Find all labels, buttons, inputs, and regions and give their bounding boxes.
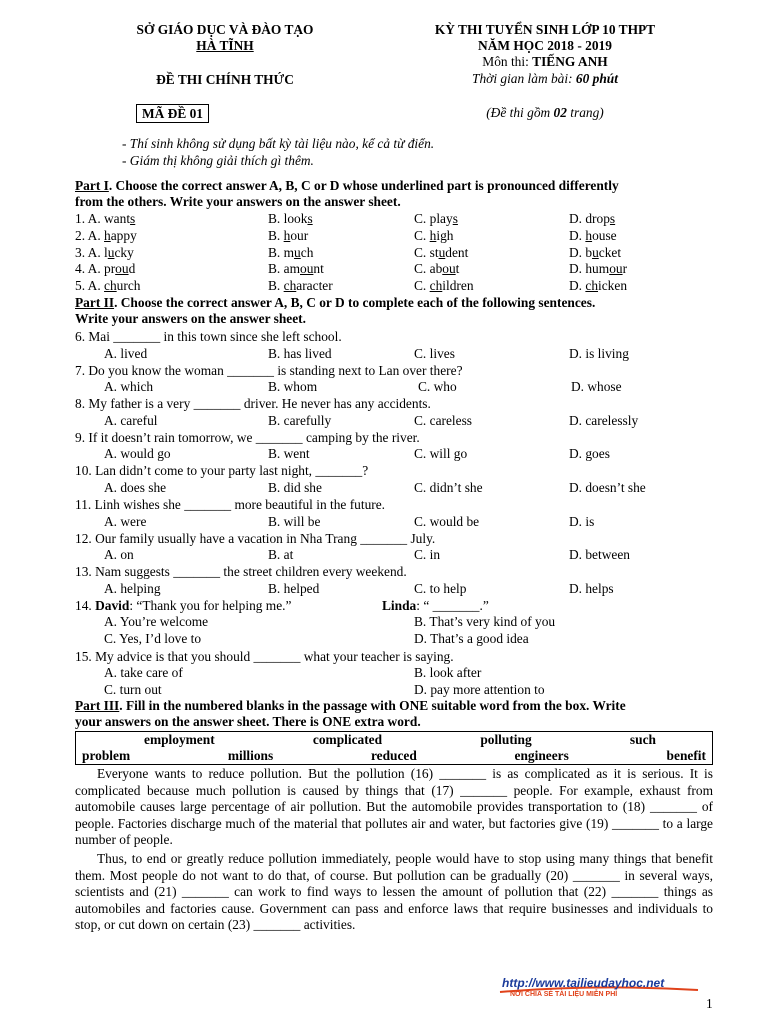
- option-text: dent: [445, 244, 469, 260]
- option-a: A. helping: [104, 580, 161, 596]
- part1-option: [268, 211, 313, 227]
- option-b: B. went: [268, 446, 310, 462]
- underlined-sound: ch: [429, 278, 443, 294]
- option-text: B. look: [268, 211, 308, 226]
- part1-option: [268, 245, 313, 261]
- option-c: C. to help: [414, 580, 467, 596]
- part1-text: . Choose the correct answer A, B, C or D whose underlined part is pronounced differently: [108, 178, 619, 193]
- option-text: cket: [598, 244, 622, 260]
- option-text: appy: [110, 227, 137, 243]
- option-a: A. careful: [104, 412, 158, 428]
- underlined-sound: s: [452, 211, 458, 226]
- part3-instruction: [75, 698, 626, 714]
- option-b: B. did she: [268, 480, 322, 495]
- option-text: C.: [414, 227, 430, 243]
- question-stem: 10. Lan didn’t come to your party last night, _______?: [75, 463, 369, 479]
- underlined-sound: ou: [300, 261, 314, 277]
- option-a: A. lived: [104, 345, 148, 361]
- option-a: A. were: [104, 513, 147, 529]
- question-stem: 8. My father is a very _______ driver. He never has any accidents.: [75, 396, 431, 412]
- part1-option: [414, 245, 468, 261]
- page-number: 1: [706, 996, 713, 1011]
- underlined-sound: u: [107, 244, 115, 260]
- province-name: HÀ TĨNH: [196, 38, 254, 53]
- option-text: ch: [300, 244, 314, 260]
- word-box-item: benefit: [666, 748, 706, 763]
- option-text: C. st: [414, 244, 439, 260]
- option-text: C. ab: [414, 261, 443, 277]
- word-box-item: reduced: [370, 748, 417, 763]
- part1-option: [569, 228, 617, 244]
- part1-option: [268, 228, 308, 244]
- underlined-sound: h: [585, 227, 593, 243]
- option-a: A. does she: [104, 480, 167, 495]
- option-b: B. has lived: [268, 345, 332, 361]
- school-year: NĂM HỌC 2018 - 2019: [478, 38, 612, 53]
- part2-label: Part II: [75, 295, 115, 310]
- subject-value: TIẾNG ANH: [532, 54, 608, 69]
- part1-question-option-a: [75, 261, 135, 277]
- option-text: D.: [569, 227, 586, 243]
- word-box-item: problem: [82, 748, 131, 763]
- part2-text: . Choose the correct answer A, B, C or D to complete each of the following sentences.: [114, 295, 596, 310]
- option-d: D. whose: [571, 379, 622, 395]
- option-d: D. doesn’t she: [569, 480, 646, 495]
- department-name: SỞ GIÁO DỤC VÀ ĐÀO TẠO: [136, 22, 314, 37]
- underlined-sound: u: [294, 244, 301, 260]
- question-stem: 7. Do you know the woman _______ is standing next to Lan over there?: [75, 362, 463, 378]
- option-b: B. look after: [414, 665, 482, 680]
- option-c: C. in: [414, 547, 441, 563]
- option-text: 1. A. want: [75, 211, 131, 226]
- option-text: igh: [436, 227, 454, 243]
- option-a: A. You’re welcome: [104, 614, 209, 629]
- option-text: 3. A. l: [75, 244, 108, 260]
- option-c: C. Yes, I’d love to: [104, 631, 202, 646]
- underlined-sound: s: [130, 211, 136, 226]
- speaker-david: David: [95, 598, 130, 613]
- note-line: - Thí sinh không sử dụng bất kỳ tài liệu nào, kể cả từ điển.: [122, 136, 435, 151]
- option-text: 5. A.: [75, 278, 105, 294]
- option-text: D. b: [569, 244, 593, 260]
- underlined-sound: ou: [442, 261, 456, 277]
- word-box-item: such: [629, 732, 656, 747]
- option-text: B. m: [268, 244, 295, 260]
- passage-paragraph: Thus, to end or greatly reduce pollution immediately, people would have to stop using many things that benefit them. Most people do not want to do that, of course. But pollution can be gradually (20) _______ in several ways, scientists and (21) _______ can work to find ways to lessen the amount of pollution that (22) _______ things as automobiles and factories cause. Government can pass and enforce laws that require businesses and individuals to stop, or cut down on certain (23) _______ activities.: [75, 850, 713, 933]
- underlined-sound: s: [307, 211, 313, 226]
- option-a: A. which: [104, 379, 154, 395]
- option-text: C.: [414, 278, 430, 294]
- word-box: [75, 731, 713, 765]
- option-b: B. at: [268, 547, 294, 563]
- question-14-reply: [382, 598, 489, 614]
- option-c: C. will go: [414, 446, 468, 462]
- logo-tagline: NƠI CHIA SẺ TÀI LIỆU MIỄN PHÍ: [510, 991, 618, 998]
- word-box-item: complicated: [312, 732, 383, 747]
- underlined-sound: ou: [609, 261, 623, 277]
- option-b: B. whom: [268, 379, 318, 395]
- speaker-linda: Linda: [382, 598, 417, 613]
- time-line: [405, 71, 685, 87]
- question-stem: 13. Nam suggests _______ the street children every weekend.: [75, 564, 407, 580]
- site-logo[interactable]: [498, 976, 702, 1008]
- part1-option: [268, 261, 324, 277]
- part1-option: [414, 278, 474, 294]
- part2-instruction-2: Write your answers on the answer sheet.: [75, 311, 306, 326]
- part1-option: [569, 261, 627, 277]
- option-text: cky: [114, 244, 134, 260]
- question-stem: 9. If it doesn’t rain tomorrow, we _______ camping by the river.: [75, 429, 420, 445]
- question-14: [75, 598, 291, 614]
- subject-line: [405, 54, 685, 70]
- part1-question-option-a: [75, 278, 140, 294]
- word-box-item: polluting: [480, 732, 532, 747]
- part1-option: [569, 211, 615, 227]
- subject-label: Môn thi:: [482, 54, 533, 69]
- option-text: 2. A.: [75, 227, 105, 243]
- option-text: ouse: [592, 227, 617, 243]
- option-text: r: [622, 261, 628, 277]
- question-stem: 12. Our family usually have a vacation in Nha Trang _______ July.: [75, 530, 436, 546]
- word-box-item: engineers: [514, 748, 569, 763]
- part1-option: [414, 211, 458, 227]
- page-count-pre: (Đề thi gồm: [486, 105, 554, 120]
- option-text: t: [455, 261, 460, 277]
- option-d: D. between: [569, 547, 630, 563]
- underlined-sound: s: [609, 211, 616, 226]
- option-d: D. carelessly: [569, 412, 639, 428]
- option-d: D. helps: [569, 580, 614, 596]
- option-text: d: [128, 261, 136, 277]
- word-box-item: employment: [144, 732, 215, 747]
- option-d: D. pay more attention to: [414, 682, 545, 697]
- part2-instruction: [75, 295, 595, 311]
- option-d: D. is living: [569, 345, 629, 361]
- option-text: D.: [569, 278, 586, 294]
- option-text: 4. A. pr: [75, 261, 116, 277]
- underlined-sound: ch: [283, 278, 297, 294]
- part1-option: [569, 278, 627, 294]
- part1-question-option-a: [75, 211, 135, 227]
- underlined-sound: h: [104, 227, 111, 243]
- option-text: icken: [598, 278, 628, 294]
- option-a: A. take care of: [104, 665, 183, 680]
- page-count-note: [405, 105, 685, 121]
- option-text: B. am: [268, 261, 300, 277]
- part1-option: [268, 278, 333, 294]
- part3-instruction-2: your answers on the answer sheet. There is ONE extra word.: [75, 714, 421, 729]
- option-a: A. on: [104, 547, 134, 563]
- word-box-row: [76, 732, 712, 748]
- passage-paragraph: Everyone wants to reduce pollution. But the pollution (16) _______ is as complicated as it is serious. It is complicated because much pollution is caused by things that (17) _______ people. For example, exhaust from automobile causes large percentage of air pollution. But the automobile provides transportation to (18) _______ of people. Factories discharge much of the material that pollutes air and water, but factories give (19) _______ to a large number of people.: [75, 766, 713, 848]
- option-text: our: [290, 227, 309, 243]
- page-count-post: trang): [566, 105, 604, 120]
- option-text: B.: [268, 227, 284, 243]
- word-box-item: millions: [227, 748, 274, 763]
- underlined-sound: ou: [115, 261, 129, 277]
- option-d: D. is: [569, 513, 595, 529]
- question-stem: 11. Linh wishes she _______ more beautiful in the future.: [75, 497, 386, 512]
- exam-title: KỲ THI TUYỂN SINH LỚP 10 THPT: [434, 22, 656, 37]
- underlined-sound: h: [429, 227, 437, 243]
- option-text: ildren: [442, 278, 474, 294]
- option-text: nt: [313, 261, 324, 277]
- part1-label: Part I: [75, 178, 109, 193]
- question-15: 15. My advice is that you should _______ what your teacher is saying.: [75, 649, 454, 664]
- question-number: 14.: [75, 598, 96, 613]
- part1-instruction: [75, 178, 619, 194]
- question-stem: 6. Mai _______ in this town since she left school.: [75, 329, 342, 344]
- option-text: urch: [116, 278, 141, 294]
- underlined-sound: h: [283, 227, 291, 243]
- underlined-sound: ch: [104, 278, 117, 294]
- option-c: C. didn’t she: [414, 480, 483, 495]
- option-c: C. turn out: [104, 682, 162, 697]
- option-b: B. carefully: [268, 412, 332, 428]
- option-text: D. drop: [569, 211, 610, 226]
- option-text: B.: [268, 278, 284, 294]
- underlined-sound: ch: [585, 278, 599, 294]
- word-box-row: [76, 748, 712, 764]
- option-text: aracter: [296, 278, 333, 294]
- option-text: C. play: [414, 211, 453, 226]
- underlined-sound: u: [592, 244, 599, 260]
- option-c: C. who: [418, 379, 457, 395]
- option-c: C. lives: [414, 345, 455, 361]
- part1-question-option-a: [75, 245, 134, 261]
- reading-passage: [75, 766, 713, 934]
- exam-code-box: MÃ ĐỀ 01: [136, 104, 209, 123]
- part1-option: [569, 245, 621, 261]
- official-exam-label: ĐỀ THI CHÍNH THỨC: [156, 72, 294, 87]
- time-value: 60 phút: [575, 71, 618, 86]
- dialogue-line-1: : “Thank you for helping me.”: [129, 598, 292, 613]
- part1-option: [414, 261, 459, 277]
- option-b: B. helped: [268, 580, 320, 596]
- page-count-number: 02: [553, 105, 567, 120]
- note-line: - Giám thị không giải thích gì thêm.: [122, 153, 314, 168]
- part1-question-option-a: [75, 228, 137, 244]
- option-b: B. will be: [268, 513, 321, 529]
- option-a: A. would go: [104, 446, 171, 462]
- part3-text: . Fill in the numbered blanks in the passage with ONE suitable word from the box. Write: [119, 698, 626, 713]
- time-label: Thời gian làm bài:: [472, 71, 576, 86]
- part1-option: [414, 228, 453, 244]
- part1-instruction-2: from the others. Write your answers on the answer sheet.: [75, 194, 401, 209]
- logo-url: http://www.tailieudayhoc.net: [502, 976, 665, 990]
- option-d: D. That’s a good idea: [414, 631, 529, 646]
- option-c: C. careless: [414, 412, 473, 428]
- option-c: C. would be: [414, 513, 480, 529]
- option-b: B. That’s very kind of you: [414, 614, 556, 629]
- dialogue-line-2: : “ _______.”: [416, 598, 489, 613]
- option-text: D. hum: [569, 261, 610, 277]
- underlined-sound: u: [438, 244, 446, 260]
- option-d: D. goes: [569, 446, 610, 462]
- part3-label: Part III: [75, 698, 120, 713]
